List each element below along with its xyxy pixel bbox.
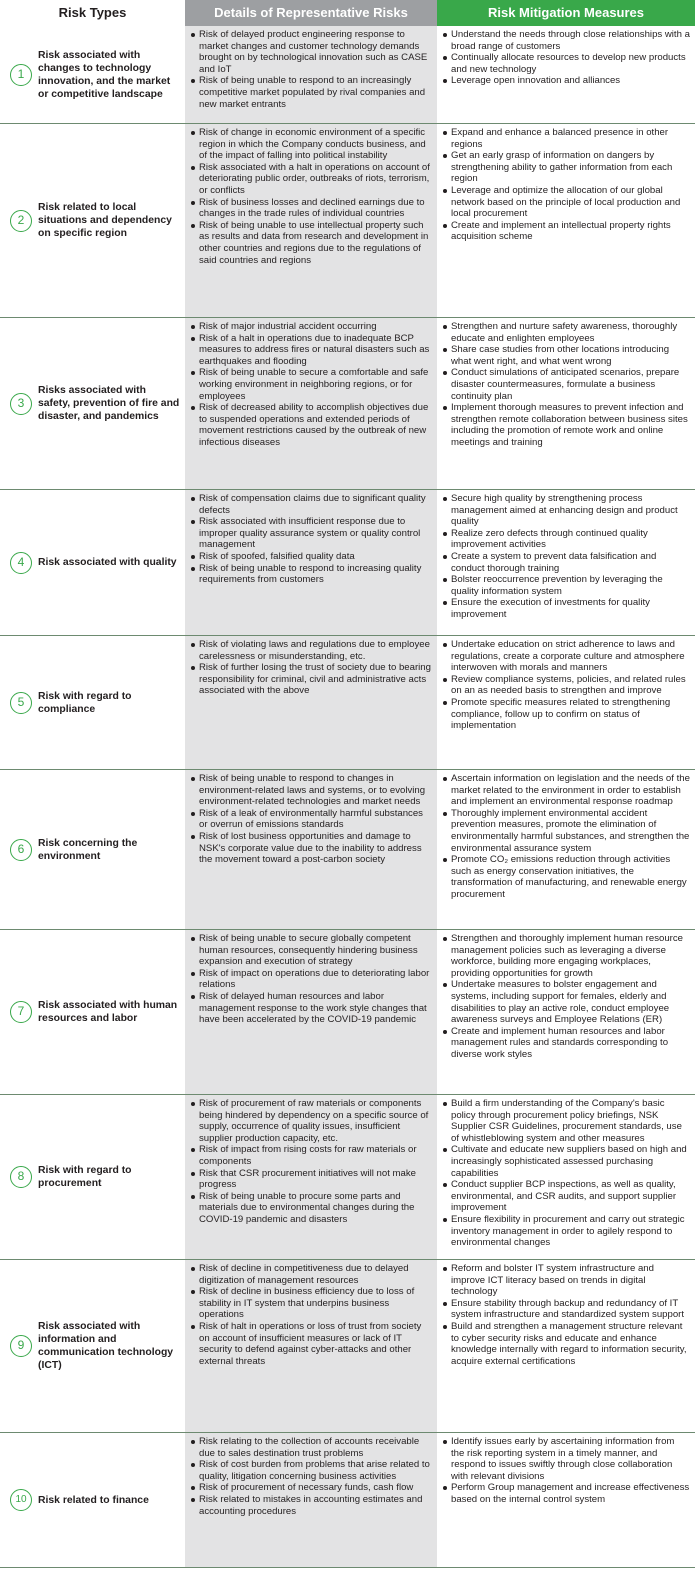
mitigation-item: Continually allocate resources to develop new products and new technology: [443, 52, 690, 75]
header-details: Details of Representative Risks: [185, 0, 437, 26]
risk-number-badge: 3: [10, 393, 32, 415]
risk-details-list: [191, 321, 431, 449]
risk-detail-item: Risk of procurement of raw materials or components being hindered by dependency on a specific source of supply, occurrence of quality issues, insufficient supplier production capacity, etc.: [191, 1098, 431, 1144]
risk-details-list: [191, 493, 431, 586]
risk-details-cell: [185, 1433, 437, 1567]
mitigation-item: Secure high quality by strengthening process management aimed at enhancing design and product quality: [443, 493, 690, 528]
risk-number-badge: 10: [10, 1489, 32, 1511]
mitigation-item: Expand and enhance a balanced presence in other regions: [443, 127, 690, 150]
mitigation-item: Conduct supplier BCP inspections, as well as quality, environmental, and CSR audits, and support supplier improvement: [443, 1179, 690, 1214]
risk-detail-item: Risk of further losing the trust of society due to bearing responsibility for criminal, civil and administrative acts associated with the above: [191, 662, 431, 697]
risk-detail-item: Risk of a leak of environmentally harmful substances or overrun of emissions standards: [191, 808, 431, 831]
table-row: [0, 930, 695, 1095]
mitigation-item: Share case studies from other locations introducing what went right, and what went wrong: [443, 344, 690, 367]
table-row: [0, 490, 695, 636]
table-row: [0, 770, 695, 930]
risk-number-badge: 1: [10, 64, 32, 86]
mitigation-item: Review compliance systems, policies, and related rules on an as needed basis to strengthen and improve: [443, 674, 690, 697]
risk-detail-item: Risk of decreased ability to accomplish objectives due to suspended operations and extended periods of movement restrictions caused by the outbreak of new infectious diseases: [191, 402, 431, 448]
risk-detail-item: Risk of being unable to respond to changes in environment-related laws and systems, or to evolving environment-related technologies and market needs: [191, 773, 431, 808]
risk-type-cell: [0, 26, 185, 123]
risk-detail-item: Risk of halt in operations or loss of trust from society on account of insufficient measures or lack of IT security to defend against cyber-attacks and other external threats: [191, 1321, 431, 1367]
mitigation-cell: [437, 124, 695, 317]
mitigation-item: Cultivate and educate new suppliers based on high and increasingly sophisticated assessed purchasing capabilities: [443, 1144, 690, 1179]
risk-details-list: [191, 1263, 431, 1367]
risk-detail-item: Risk of compensation claims due to significant quality defects: [191, 493, 431, 516]
mitigation-item: Strengthen and nurture safety awareness, thoroughly educate and enlighten employees: [443, 321, 690, 344]
risk-detail-item: Risk of being unable to respond to increasing quality requirements from customers: [191, 563, 431, 586]
risk-details-list: [191, 1098, 431, 1226]
mitigation-list: [443, 933, 690, 1061]
mitigation-item: Identify issues early by ascertaining information from the risk reporting system in a timely manner, and respond to issues swiftly through close collaboration with relevant divisions: [443, 1436, 690, 1482]
risk-details-cell: [185, 1095, 437, 1259]
mitigation-item: Thoroughly implement environmental accident prevention measures, promote the elimination of environmentally harmful substances, and strengthen the environmental assurance system: [443, 808, 690, 854]
risk-type-cell: [0, 1095, 185, 1259]
mitigation-list: [443, 1098, 690, 1249]
risk-details-list: [191, 773, 431, 866]
risk-detail-item: Risk of being unable to use intellectual property such as results and data from research and development in other countries and regions due to the regulations of said countries and regions: [191, 220, 431, 266]
risk-type-label: Risk with regard to procurement: [38, 1165, 132, 1189]
header-risk-types: Risk Types: [0, 0, 185, 26]
risk-type-label: Risks associated with safety, prevention of fire and disaster, and pandemics: [38, 385, 180, 422]
risk-details-cell: [185, 490, 437, 635]
mitigation-list: [443, 1263, 690, 1367]
mitigation-item: Build a firm understanding of the Company's basic policy through procurement policy briefings, NSK Supplier CSR Guidelines, procurement standards, use of whistleblowing system and other measures: [443, 1098, 690, 1144]
risk-detail-item: Risk relating to the collection of accounts receivable due to sales destination trust problems: [191, 1436, 431, 1459]
table-row: [0, 1433, 695, 1568]
risk-details-list: [191, 1436, 431, 1517]
mitigation-item: Realize zero defects through continued quality improvement activities: [443, 528, 690, 551]
risk-type-label: Risk related to local situations and dependency on specific region: [38, 202, 172, 239]
risk-type-cell: [0, 1433, 185, 1567]
risk-number-badge: 5: [10, 692, 32, 714]
mitigation-item: Leverage and optimize the allocation of our global network based on the principle of local production and local procurement: [443, 185, 690, 220]
risk-detail-item: Risk of delayed product engineering response to market changes and customer technology demands brought on by technological innovation such as CASE and IoT: [191, 29, 431, 75]
mitigation-item: Create a system to prevent data falsification and conduct thorough training: [443, 551, 690, 574]
mitigation-item: Undertake measures to bolster engagement and systems, including support for females, elderly and disabilities to play an active role, conduct employee awareness surveys and Employee Relations (ER): [443, 979, 690, 1025]
risk-details-cell: [185, 26, 437, 123]
risk-detail-item: Risk of business losses and declined earnings due to changes in the trade rules of individual countries: [191, 197, 431, 220]
risk-detail-item: Risk of decline in competitiveness due to delayed digitization of management resources: [191, 1263, 431, 1286]
table-row: [0, 26, 695, 124]
risk-number-badge: 7: [10, 1001, 32, 1023]
risk-number-badge: 9: [10, 1335, 32, 1357]
mitigation-list: [443, 1436, 690, 1506]
risk-detail-item: Risk of lost business opportunities and damage to NSK's corporate value due to the inability to address the movement toward a post-carbon society: [191, 831, 431, 866]
mitigation-item: Ensure flexibility in procurement and carry out strategic inventory management in order to agilely respond to environmental changes: [443, 1214, 690, 1249]
risk-details-cell: [185, 318, 437, 489]
risk-type-cell: [0, 770, 185, 929]
risk-detail-item: Risk of being unable to secure a comfortable and safe working environment in neighboring regions, or for employees: [191, 367, 431, 402]
mitigation-item: Ensure the execution of investments for quality improvement: [443, 597, 690, 620]
risk-detail-item: Risk associated with a halt in operations on account of deteriorating public order, outbreaks of riots, terrorism, or conflicts: [191, 162, 431, 197]
risk-type-label: Risk associated with changes to technology innovation, and the market or competitive landscape: [38, 49, 171, 100]
risk-type-label: Risk associated with information and communication technology (ICT): [38, 1321, 174, 1371]
mitigation-item: Conduct simulations of anticipated scenarios, prepare disaster countermeasures, formulate a business continuity plan: [443, 367, 690, 402]
mitigation-item: Promote specific measures related to strengthening compliance, follow up to confirm on status of implementation: [443, 697, 690, 732]
mitigation-item: Create and implement an intellectual property rights acquisition scheme: [443, 220, 690, 243]
risk-detail-item: Risk of a halt in operations due to inadequate BCP measures to address fires or natural disasters such as earthquakes and flooding: [191, 333, 431, 368]
risk-detail-item: Risk of delayed human resources and labor management response to the work style changes that have been accelerated by the COVID-19 pandemic: [191, 991, 431, 1026]
risk-type-label: Risk related to finance: [38, 1494, 149, 1506]
risk-type-label: Risk with regard to compliance: [38, 690, 132, 715]
risk-detail-item: Risk of spoofed, falsified quality data: [191, 551, 431, 563]
mitigation-list: [443, 773, 690, 901]
risk-detail-item: Risk of cost burden from problems that arise related to quality, litigation concerning business activities: [191, 1459, 431, 1482]
mitigation-item: Leverage open innovation and alliances: [443, 75, 690, 87]
mitigation-item: Strengthen and thoroughly implement human resource management policies such as leveraging a diverse workforce, building more engaging workplaces, providing opportunities for growth: [443, 933, 690, 979]
mitigation-cell: [437, 1260, 695, 1432]
risk-details-list: [191, 933, 431, 1026]
mitigation-list: [443, 127, 690, 243]
risk-type-cell: [0, 124, 185, 317]
risk-details-list: [191, 29, 431, 110]
table-row: [0, 636, 695, 770]
mitigation-item: Build and strengthen a management structure relevant to cyber security risks and educate and enhance knowledge internally with regard to information security, acquire external certifications: [443, 1321, 690, 1367]
risk-detail-item: Risk of impact from rising costs for raw materials or components: [191, 1144, 431, 1167]
mitigation-cell: [437, 318, 695, 489]
risk-detail-item: Risk of major industrial accident occurring: [191, 321, 431, 333]
risk-detail-item: Risk of impact on operations due to deteriorating labor relations: [191, 968, 431, 991]
risk-detail-item: Risk of being unable to procure some parts and materials due to environmental changes during the COVID-19 pandemic and disasters: [191, 1191, 431, 1226]
risk-details-cell: [185, 1260, 437, 1432]
risk-details-cell: [185, 636, 437, 769]
risk-detail-item: Risk that CSR procurement initiatives will not make progress: [191, 1168, 431, 1191]
mitigation-item: Get an early grasp of information on dangers by strengthening ability to gather information from each region: [443, 150, 690, 185]
mitigation-item: Ascertain information on legislation and the needs of the market related to the environment in order to establish and implement an environmental response roadmap: [443, 773, 690, 808]
mitigation-item: Perform Group management and increase effectiveness based on the internal control system: [443, 1482, 690, 1505]
risk-type-label: Risk associated with human resources and labor: [38, 1000, 178, 1024]
risk-details-list: [191, 639, 431, 697]
risk-detail-item: Risk of violating laws and regulations due to employee carelessness or misunderstanding, etc.: [191, 639, 431, 662]
risk-details-cell: [185, 930, 437, 1094]
risk-details-cell: [185, 770, 437, 929]
mitigation-item: Reform and bolster IT system infrastructure and improve ICT literacy based on trends in digital technology: [443, 1263, 690, 1298]
mitigation-cell: [437, 636, 695, 769]
risk-detail-item: Risk of being unable to secure globally competent human resources, consequently hindering business expansion and execution of strategy: [191, 933, 431, 968]
risk-details-list: [191, 127, 431, 266]
risk-type-cell: [0, 930, 185, 1094]
mitigation-list: [443, 321, 690, 449]
risk-number-badge: 2: [10, 210, 32, 232]
mitigation-cell: [437, 1433, 695, 1567]
mitigation-list: [443, 493, 690, 621]
risk-detail-item: Risk of change in economic environment of a specific region in which the Company conducts business, and of the impact of falling into political instability: [191, 127, 431, 162]
risk-type-label: Risk associated with quality: [38, 557, 177, 568]
risk-detail-item: Risk of decline in business efficiency due to loss of stability in IT system that underpins business operations: [191, 1286, 431, 1321]
table-row: [0, 318, 695, 490]
mitigation-cell: [437, 490, 695, 635]
risk-detail-item: Risk related to mistakes in accounting estimates and accounting procedures: [191, 1494, 431, 1517]
risk-detail-item: Risk associated with insufficient response due to improper quality assurance system or quality control management: [191, 516, 431, 551]
risk-type-cell: [0, 1260, 185, 1432]
risk-type-label: Risk concerning the environment: [38, 837, 138, 862]
risk-type-cell: [0, 490, 185, 635]
mitigation-cell: [437, 26, 695, 123]
risk-details-cell: [185, 124, 437, 317]
risk-number-badge: 6: [10, 839, 32, 861]
risk-number-badge: 4: [10, 552, 32, 574]
risk-number-badge: 8: [10, 1166, 32, 1188]
mitigation-cell: [437, 770, 695, 929]
mitigation-item: Create and implement human resources and labor management rules and standards corresponding to diverse work styles: [443, 1026, 690, 1061]
mitigation-item: Promote CO₂ emissions reduction through activities such as energy conservation initiatives, the transformation of manufacturing, and renewable energy procurement: [443, 854, 690, 900]
mitigation-cell: [437, 1095, 695, 1259]
mitigation-list: [443, 29, 690, 87]
table-row: [0, 124, 695, 318]
mitigation-item: Implement thorough measures to prevent infection and strengthen remote collaboration between business sites including the promotion of remote work and online meetings and training: [443, 402, 690, 448]
risk-type-cell: [0, 636, 185, 769]
risk-detail-item: Risk of being unable to respond to an increasingly competitive market populated by rival companies and new market entrants: [191, 75, 431, 110]
mitigation-list: [443, 639, 690, 732]
mitigation-cell: [437, 930, 695, 1094]
header-mitigation: Risk Mitigation Measures: [437, 0, 695, 26]
mitigation-item: Undertake education on strict adherence to laws and regulations, create a corporate culture and atmosphere interwoven with morals and manners: [443, 639, 690, 674]
table-header: [0, 0, 695, 26]
mitigation-item: Understand the needs through close relationships with a broad range of customers: [443, 29, 690, 52]
risk-detail-item: Risk of procurement of necessary funds, cash flow: [191, 1482, 431, 1494]
mitigation-item: Ensure stability through backup and redundancy of IT system infrastructure and standardized system support: [443, 1298, 690, 1321]
mitigation-item: Bolster reoccurrence prevention by leveraging the quality information system: [443, 574, 690, 597]
table-row: [0, 1260, 695, 1433]
table-row: [0, 1095, 695, 1260]
risk-type-cell: [0, 318, 185, 489]
